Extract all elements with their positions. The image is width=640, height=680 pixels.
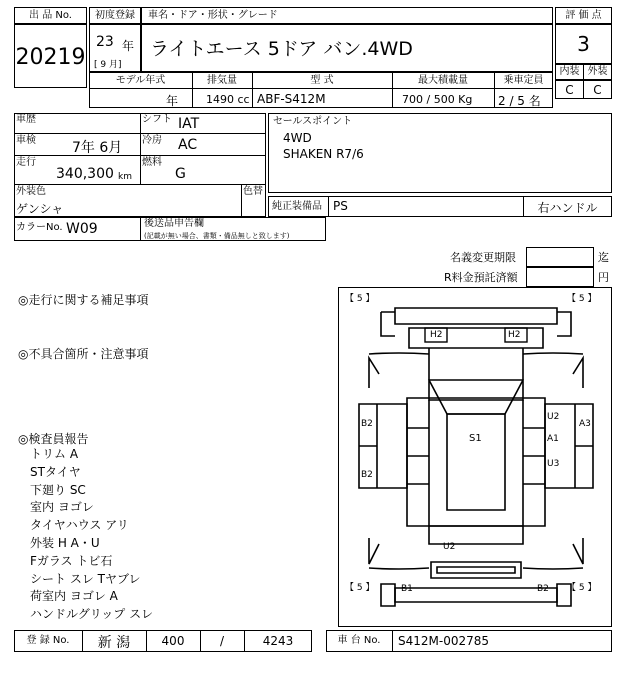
code-a3: A3	[579, 419, 591, 429]
sales-point-line1: 4WD	[283, 131, 312, 145]
first-reg-label-cell	[89, 7, 141, 24]
code-s1: S1	[469, 433, 482, 444]
code-u3: U3	[547, 459, 560, 469]
interior-label: 内装	[559, 66, 580, 77]
color-number-label: カラーNo.	[16, 222, 63, 233]
post-docs-label: 後送品申告欄	[144, 218, 204, 229]
exterior-grade: C	[593, 83, 602, 97]
inspector-note: 室内 ヨゴレ	[30, 500, 94, 515]
chassis-number: S412M-002785	[398, 634, 490, 648]
model-year-label: モデル年式	[115, 75, 166, 86]
interior-label-cell	[555, 64, 584, 80]
car-label: 車名・ドア・形状・グレード	[148, 10, 278, 21]
first-reg-month: [ 9 月]	[94, 60, 122, 70]
displacement: 1490 cc	[206, 93, 250, 106]
grade-label-cell	[555, 7, 612, 24]
exterior-label-cell	[583, 64, 612, 80]
post-docs-note: (記載が無い場合、書類・備品無しと致します)	[144, 232, 290, 240]
recycle-fee-box	[526, 267, 594, 287]
interior-grade-cell	[555, 80, 584, 99]
inspector-note: STタイヤ	[30, 464, 81, 479]
tire-rear-right: 【 5 】	[567, 583, 597, 593]
car-label-cell	[141, 7, 553, 24]
first-reg-year: 23	[96, 34, 114, 50]
color-value: ゲンシャ	[16, 202, 64, 216]
car-name-cell	[141, 24, 553, 72]
grade-cell	[555, 24, 612, 64]
capacity: 2 / 5 名	[498, 94, 541, 108]
rename-deadline-box	[526, 247, 594, 267]
registration-kana: /	[219, 634, 225, 648]
rename-deadline-label: 名義変更期限	[450, 251, 516, 264]
inspector-title: ◎検査員報告	[18, 432, 89, 446]
lot-number-cell	[14, 24, 87, 88]
max-load: 700 / 500 Kg	[402, 93, 473, 106]
code-b2-front-left: B2	[361, 419, 373, 429]
registration-label: 登 録 No.	[26, 635, 70, 646]
mileage-value: 340,300	[56, 166, 114, 182]
inspector-note: 外装 H A・U	[30, 535, 100, 550]
inspector-notes	[30, 446, 153, 624]
inspector-note: シート スレ Tヤブレ	[30, 571, 141, 586]
equipment-value: PS	[333, 199, 348, 213]
chassis-label: 車 台 No.	[337, 635, 381, 646]
lot-label-cell	[14, 7, 87, 24]
shift-label: シフト	[142, 114, 172, 125]
exterior-grade-cell	[583, 80, 612, 99]
mileage-unit: km	[118, 172, 132, 182]
code-h2-left: H2	[430, 330, 443, 340]
color-number: W09	[66, 221, 98, 237]
rename-deadline-unit: 迄	[598, 251, 609, 264]
defect-title: ◎不具合箇所・注意事項	[18, 347, 149, 361]
inspection-date: 7年 6月	[72, 140, 123, 156]
code-a1: A1	[547, 434, 559, 444]
sales-point-label: セールスポイント	[273, 116, 353, 127]
grade-value: 3	[577, 32, 590, 56]
model-year-unit: 年	[166, 94, 179, 108]
inspection-label: 車検	[16, 135, 36, 146]
code-u2-right: U2	[547, 412, 560, 422]
car-name: ライトエース 5ドア バン.4WD	[150, 38, 413, 60]
ac-value: AC	[178, 137, 198, 153]
interior-grade: C	[565, 83, 574, 97]
code-u2-rear: U2	[443, 542, 456, 552]
code-b2-rear: B2	[537, 584, 549, 594]
fuel-value: G	[175, 166, 186, 182]
inspector-note: 下廻り SC	[30, 482, 86, 497]
tire-front-right: 【 5 】	[567, 294, 597, 304]
shift-value: IAT	[178, 116, 200, 132]
inspector-note: タイヤハウス アリ	[30, 518, 129, 533]
recolor-label: 色替	[243, 186, 263, 197]
recycle-fee-label: R料金預託済額	[444, 271, 518, 284]
recycle-fee-unit: 円	[598, 271, 609, 284]
grade-label: 評 価 点	[565, 10, 602, 21]
tire-front-left: 【 5 】	[345, 294, 375, 304]
lot-number: 20219	[15, 45, 86, 70]
first-reg-year-unit: 年	[122, 39, 135, 53]
type-label: 型 式	[310, 75, 334, 86]
load-label: 最大積載量	[418, 75, 468, 86]
supplement-title: ◎走行に関する補足事項	[18, 293, 149, 307]
ac-label: 冷房	[142, 135, 162, 146]
tire-rear-left: 【 5 】	[345, 583, 375, 593]
inspector-note: トリム A	[30, 447, 79, 461]
code-b1: B1	[401, 584, 413, 594]
color-label: 外装色	[16, 186, 46, 197]
damage-diagram	[338, 287, 612, 627]
registration-class: 400	[161, 634, 185, 648]
inspector-note: Fガラス トビ石	[30, 553, 113, 568]
fuel-label: 燃料	[142, 157, 162, 168]
registration-area: 新 潟	[97, 635, 131, 651]
sales-point-line2: SHAKEN R7/6	[283, 147, 364, 161]
model-type: ABF-S412M	[257, 92, 326, 106]
lot-label: 出 品 No.	[29, 10, 72, 21]
inspector-note: 荷室内 ヨゴレ A	[30, 589, 118, 604]
equipment-label: 純正装備品	[272, 201, 322, 212]
inspector-note: ハンドルグリップ スレ	[30, 607, 154, 622]
car-outline	[339, 288, 613, 628]
displacement-label: 排気量	[207, 75, 237, 86]
registration-number: 4243	[262, 634, 294, 648]
code-b2-rear-left: B2	[361, 470, 373, 480]
steering-side: 右ハンドル	[537, 201, 598, 215]
capacity-label: 乗車定員	[503, 75, 544, 86]
code-h2-right: H2	[508, 330, 521, 340]
history-label: 車歴	[16, 114, 36, 125]
sales-point-cell	[268, 113, 612, 193]
mileage-label: 走行	[16, 157, 36, 168]
exterior-label: 外装	[587, 66, 608, 77]
first-reg-cell	[89, 24, 141, 72]
first-reg-label: 初度登録	[95, 10, 135, 21]
